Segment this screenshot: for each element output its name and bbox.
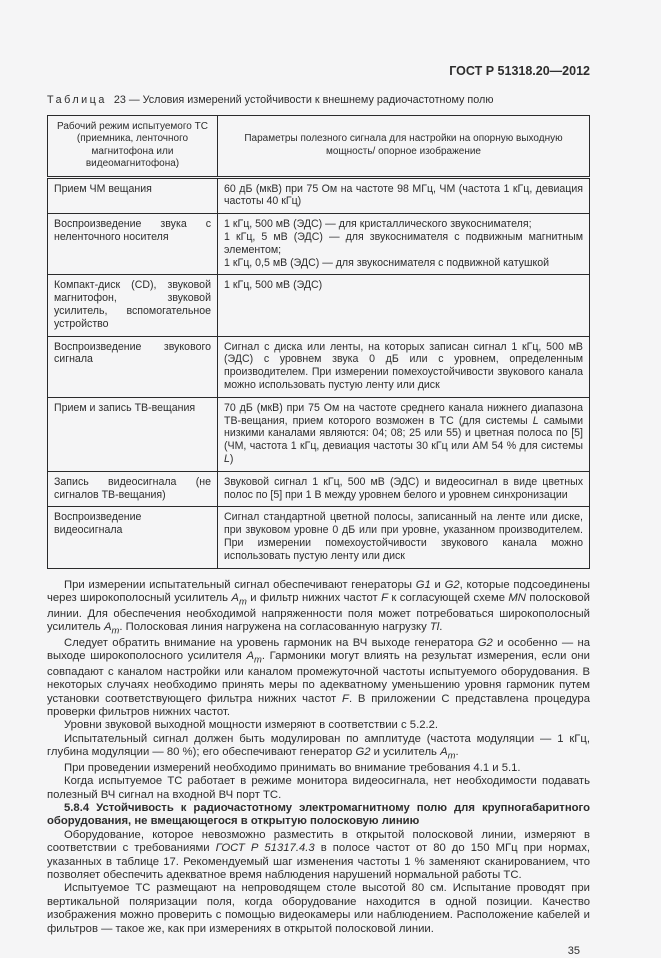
body-paragraph: Испытательный сигнал должен быть модулирован по амплитуде (частота модуляции — 1 кГц, глубина модуляции — 80 %); его обеспечивают генератор G2 и усилитель $A_m$. (47, 732, 590, 761)
body-paragraph: Следует обратить внимание на уровень гармоник на ВЧ выходе генератора G2 и особенно — на выходе широкополосного усилителя $A_m$. Гармоники могут влиять на результат измерения, если они совпадают с каналом настройки или каналом промежуточной частоты испытуемого оборудования. В некоторых случаях необходимо принять меры по адекватному уменьшению уровня гармоник путем установки соответствующего фильтра нижних частот F. В приложении С представлена процедура проверки фильтров нижних частот. (47, 636, 590, 718)
table-row (48, 214, 590, 275)
params-cell: 1 кГц, 500 мВ (ЭДС) — для кристаллического звукоснимателя; 1 кГц, 5 мВ (ЭДС) — для звукоснимателя с подвижным магнитным элементом; 1 кГц, 0,5 мВ (ЭДС) — для звукоснимателя с подвижной катушкой (218, 214, 590, 275)
header-row (48, 116, 590, 178)
body-paragraph: Испытуемое ТС размещают на непроводящем столе высотой 80 см. Испытание проводят при вертикальной поляризации поля, когда оборудование находится в одной позиции. Качество изображения можно проверить с помощью видеокамеры или наблюдением. Расположение кабелей и фильтров — такое же, как при измерениях в открытой полосковой линии. (47, 882, 590, 935)
mode-cell: Воспроизведение звука с неленточного носителя (48, 214, 218, 275)
params-cell: Сигнал стандартной цветной полосы, записанный на ленте или диске, при звуковом уровне 0 дБ или при уровне, указанном производителем. При измерении помехоустойчивости звукового канала можно использовать пустую ленту или диск (218, 507, 590, 568)
col-header-params: Параметры полезного сигнала для настройки на опорную выходную мощность/ опорное изображение (218, 116, 590, 178)
table-caption-text: 23 — Условия измерений устойчивости к внешнему радиочастотному полю (113, 94, 494, 106)
page-number: 35 (567, 945, 580, 958)
table-row (48, 336, 590, 397)
params-cell: Сигнал с диска или ленты, на которых записан сигнал 1 кГц, 500 мВ (ЭДС) с уровнем звука 0 дБ или с уровнем, определенным производителем. При измерении помехоустойчивости звукового канала можно использовать пустую ленту или диск (218, 336, 590, 397)
body-paragraph: Уровни звуковой выходной мощности измеряют в соответствии с 5.2.2. (64, 719, 439, 732)
mode-cell: Воспроизведение звукового сигнала (48, 336, 218, 397)
table-body (48, 177, 590, 568)
mode-cell: Воспроизведение видеосигнала (48, 507, 218, 568)
col-header-mode: Рабочий режим испытуемого ТС (приемника, ленточного магнитофона или видеомагнитофона) (48, 116, 218, 178)
params-cell: 60 дБ (мкВ) при 75 Ом на частоте 98 МГц, ЧМ (частота 1 кГц, девиация частоты 40 кГц) (218, 177, 590, 214)
mode-cell: Запись видеосигнала (не сигналов ТВ-вещания) (48, 471, 218, 507)
table-row (48, 177, 590, 214)
table-row (48, 471, 590, 507)
table-caption-word: Таблица (47, 94, 107, 106)
mode-cell: Компакт-диск (CD), звуковой магнитофон, звуковой усилитель, вспомогательное устройство (48, 275, 218, 336)
body-paragraph: Когда испытуемое ТС работает в режиме монитора видеосигнала, нет необходимости подавать полезный ВЧ сигнал на входной ВЧ порт ТС. (47, 775, 590, 801)
body-text (47, 579, 590, 937)
params-cell: 70 дБ (мкВ) при 75 Ом на частоте среднего канала нижнего диапазона ТВ-вещания, прием которого возможен в ТС (для системы L самыми низкими каналами являются: 04; 08; 25 или 55) и цветная полоса по [5] (ЧМ, частота 1 кГц, девиация частоты 30 кГц или АМ 54 % для системы L) (218, 397, 590, 471)
conditions-table (47, 115, 590, 569)
doc-code: ГОСТ Р 51318.20—2012 (449, 64, 590, 78)
body-paragraph: Оборудование, которое невозможно разместить в открытой полосковой линии, измеряют в соответствии с требованиями ГОСТ Р 51317.4.3 в полосе частот от 80 до 150 МГц при нормах, указанных в таблице 17. Рекомендуемый шаг изменения частоты 1 % заменяют сканированием, что позволяет обеспечить адекватное время наблюдения нарушений нормальной работы ТС. (47, 828, 591, 882)
params-cell: 1 кГц, 500 мВ (ЭДС) (218, 275, 590, 336)
body-paragraph: При проведении измерений необходимо принимать во внимание требования 4.1 и 5.1. (64, 761, 521, 774)
table-caption (47, 94, 590, 107)
table-row (48, 507, 590, 568)
conditions-table-head (48, 116, 590, 178)
section-heading: 5.8.4 Устойчивость к радиочастотному электромагнитному полю для крупногабаритного оборудования, не вмещающегося в открытую полосковую линию (47, 802, 590, 828)
table-row (48, 275, 590, 336)
body-paragraph: При измерении испытательный сигнал обеспечивают генераторы G1 и G2, которые подсоединены через широкополосный усилитель $A_m$ и фильтр нижних частот F к согласующей схеме MN полосковой линии. Для обеспечения необходимой напряженности поля может потребоваться широкополосный усилитель $A_m$. Полосковая линия нагружена на согласованную нагрузку Tl. (47, 578, 590, 636)
mode-cell: Прием и запись ТВ-вещания (48, 397, 218, 471)
params-cell: Звуковой сигнал 1 кГц, 500 мВ (ЭДС) и видеосигнал в виде цветных полос по [5] при 1 В между уровнем белого и уровнем синхронизации (218, 471, 590, 507)
mode-cell: Прием ЧМ вещания (48, 177, 218, 214)
table-row (48, 397, 590, 471)
